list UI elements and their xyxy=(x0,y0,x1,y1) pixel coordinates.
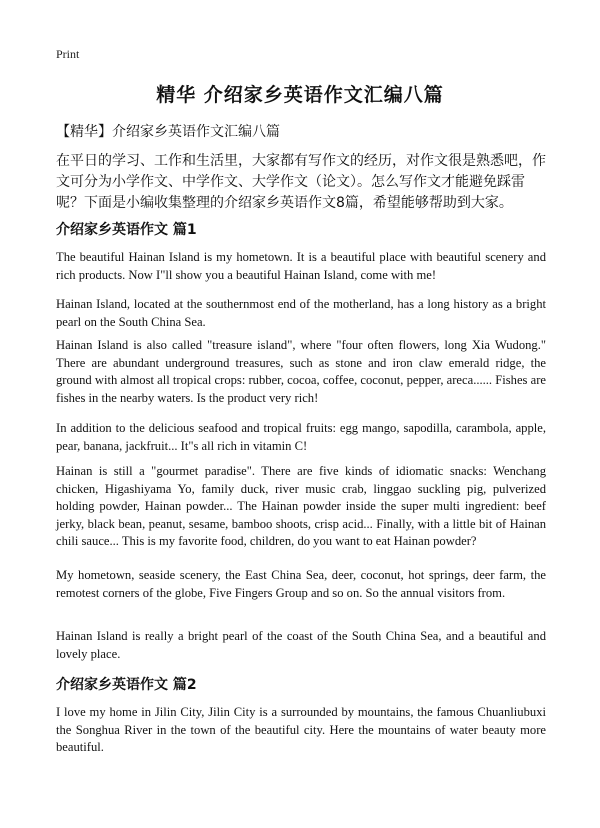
essay-2-heading: 介绍家乡英语作文 篇2 xyxy=(56,677,197,693)
essay-1-paragraph: The beautiful Hainan Island is my hometown. It is a beautiful place with beautiful scenery and rich products. Now I"ll show you a beautiful Hainan Island, come with me! xyxy=(56,250,546,282)
document-title: 精华 介绍家乡英语作文汇编八篇 xyxy=(156,84,444,106)
essay-1-paragraph: Hainan Island is also called "treasure island", where "four often flowers, long Xia Wudong." There are abundant underground treasures, such as stone and iron claw emerald ridge, the ground with almost all tropical crops: rubber, cocoa, coffee, coconut, pepper, areca...... Fishes are fishes in the nearby waters. Is the product very rich! xyxy=(56,338,546,405)
document-subtitle: 【精华】介绍家乡英语作文汇编八篇 xyxy=(56,124,280,140)
intro-paragraph: 在平日的学习、工作和生活里，大家都有写作文的经历，对作文很是熟悉吧，作文可分为小学作文、中学作文、大学作文（论文）。怎么写作文才能避免踩雷呢？下面是小编收集整理的介绍家乡英语作文8篇，希望能够帮助到大家。 xyxy=(56,153,546,211)
essay-1-paragraph: Hainan Island is really a bright pearl of the coast of the South China Sea, and a beautiful and lovely place. xyxy=(56,629,546,661)
essay-1-paragraph: My hometown, seaside scenery, the East China Sea, deer, coconut, hot springs, deer farm, the remotest corners of the globe, Five Fingers Group and so on. So the annual visitors from. xyxy=(56,568,546,600)
essay-1-paragraph: In addition to the delicious seafood and tropical fruits: egg mango, sapodilla, carambola, apple, pear, banana, jackfruit... It"s all rich in vitamin C! xyxy=(56,421,546,453)
print-link[interactable]: Print xyxy=(56,47,80,61)
essay-1-paragraph: Hainan Island, located at the southernmost end of the motherland, has a long history as a bright pearl on the South China Sea. xyxy=(56,297,546,329)
essay-1-heading: 介绍家乡英语作文 篇1 xyxy=(56,222,197,238)
essay-1-paragraph: Hainan is still a "gourmet paradise". There are five kinds of idiomatic snacks: Wenchang chicken, Higashiyama Yo, family duck, river music crab, linggao suckling pig, pulverized holding powder, Hainan powder... The Hainan powder inside the super multi ingredient: beef jerky, black bean, peanut, sesame, bamboo shoots, crisp acid... Finally, with a little bit of Hainan chili sauce... This is my favorite food, children, do you want to eat Hainan powder? xyxy=(56,464,546,549)
essay-2-paragraph: I love my home in Jilin City, Jilin City is a surrounded by mountains, the famous Chuanliubuxi the Songhua River in the town of the beautiful city. Here the mountains of water beauty more beautiful. xyxy=(56,705,546,755)
